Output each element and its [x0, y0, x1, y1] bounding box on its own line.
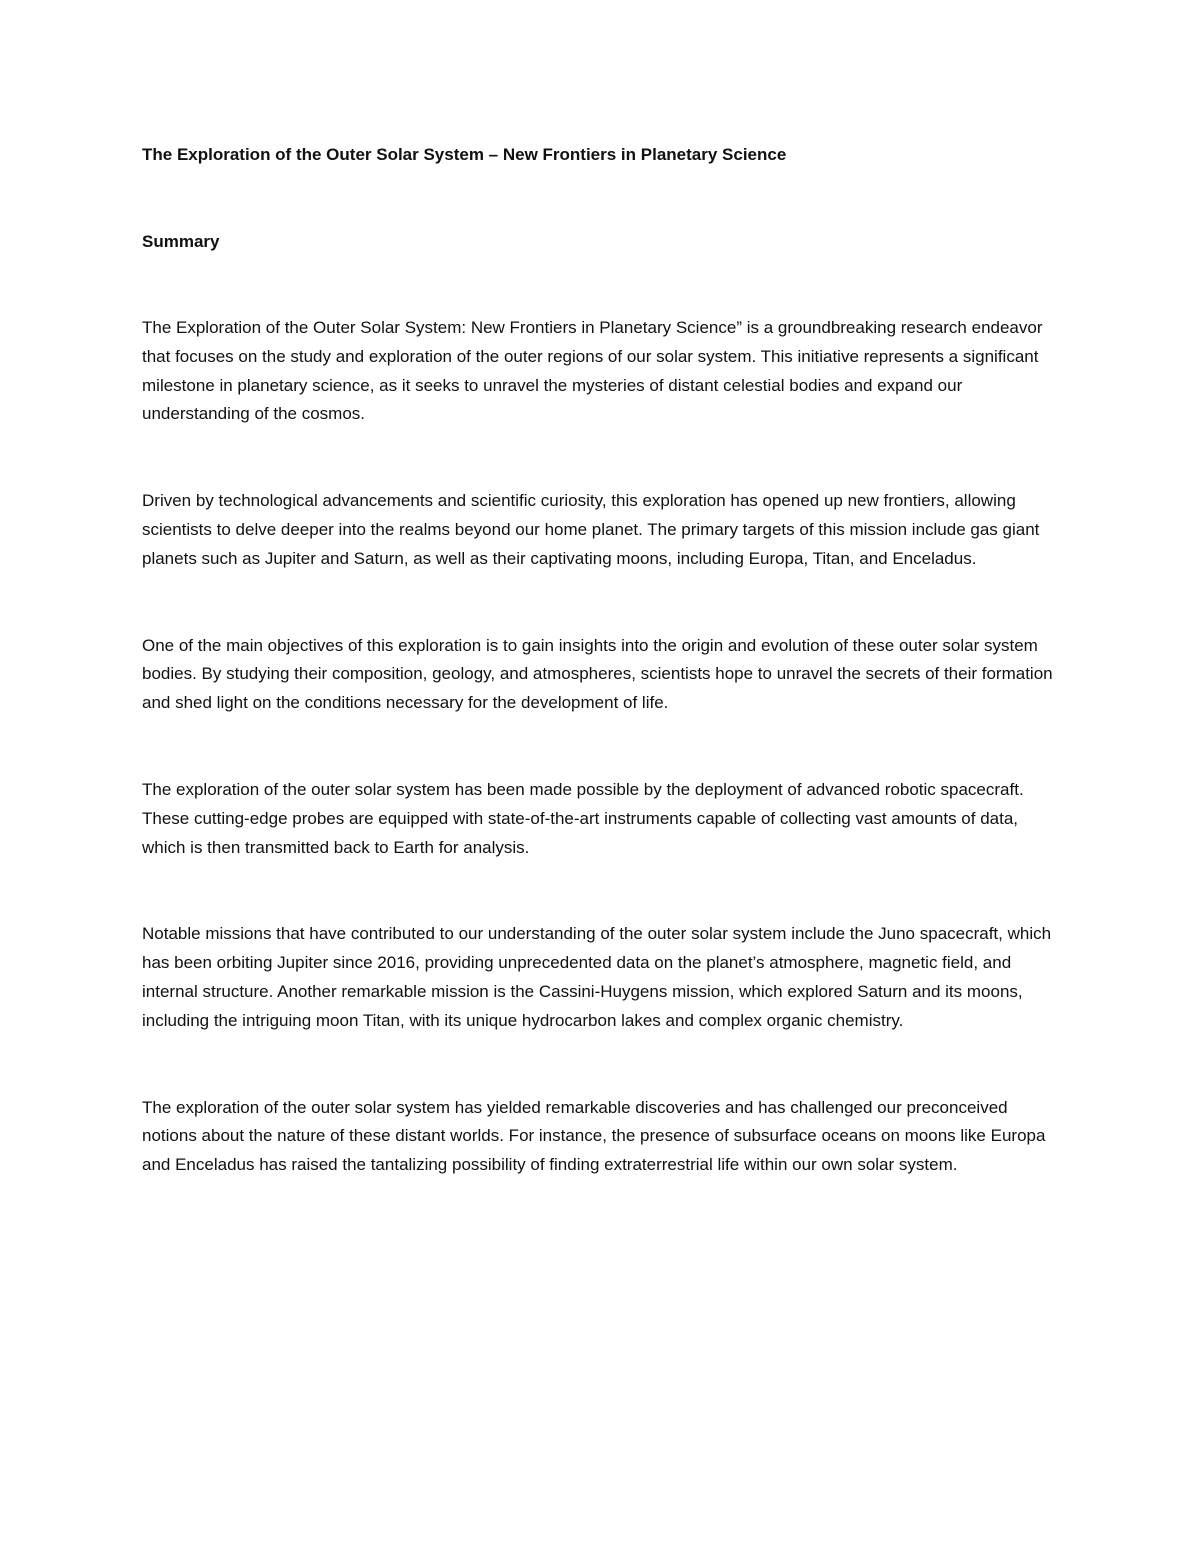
document-title: The Exploration of the Outer Solar System – New Frontiers in Planetary Science: [142, 145, 787, 164]
paragraph-drivers: Driven by technological advancements and scientific curiosity, this exploration has opened up new frontiers, allowing scientists to delve deeper into the realms beyond our home planet. The primary targets of this mission include gas giant planets such as Jupiter and Saturn, as well as their captivating moons, including Europa, Titan, and Enceladus.: [142, 491, 1040, 568]
paragraph-intro: The Exploration of the Outer Solar System: New Frontiers in Planetary Science” is a groundbreaking research endeavor that focuses on the study and exploration of the outer regions of our solar system. This initiative represents a significant milestone in planetary science, as it seeks to unravel the mysteries of distant celestial bodies and expand our understanding of the cosmos.: [142, 318, 1043, 424]
section-heading-summary: Summary: [142, 232, 220, 251]
paragraph-discoveries: The exploration of the outer solar system has yielded remarkable discoveries and has challenged our preconceived notions about the nature of these distant worlds. For instance, the presence of subsurface oceans on moons like Europa and Enceladus has raised the tantalizing possibility of finding extraterrestrial life within our own solar system.: [142, 1097, 1046, 1175]
paragraph-objectives: One of the main objectives of this exploration is to gain insights into the origin and evolution of these outer solar system bodies. By studying their composition, geology, and atmospheres, scientists hope to unravel the secrets of their formation and shed light on the conditions necessary for the development of life.: [142, 635, 1053, 713]
paragraph-spacecraft: The exploration of the outer solar system has been made possible by the deployment of advanced robotic spacecraft. These cutting-edge probes are equipped with state-of-the-art instruments capable of collecting vast amounts of data, which is then transmitted back to Earth for analysis.: [142, 779, 1024, 857]
paragraph-missions: Notable missions that have contributed to our understanding of the outer solar system include the Juno spacecraft, which has been orbiting Jupiter since 2016, providing unprecedented data on the planet’s atmosphere, magnetic field, and internal structure. Another remarkable mission is the Cassini-Huygens mission, which explored Saturn and its moons, including the intriguing moon Titan, with its unique hydrocarbon lakes and complex organic chemistry.: [142, 924, 1052, 1030]
document-body: [142, 140, 1062, 1180]
